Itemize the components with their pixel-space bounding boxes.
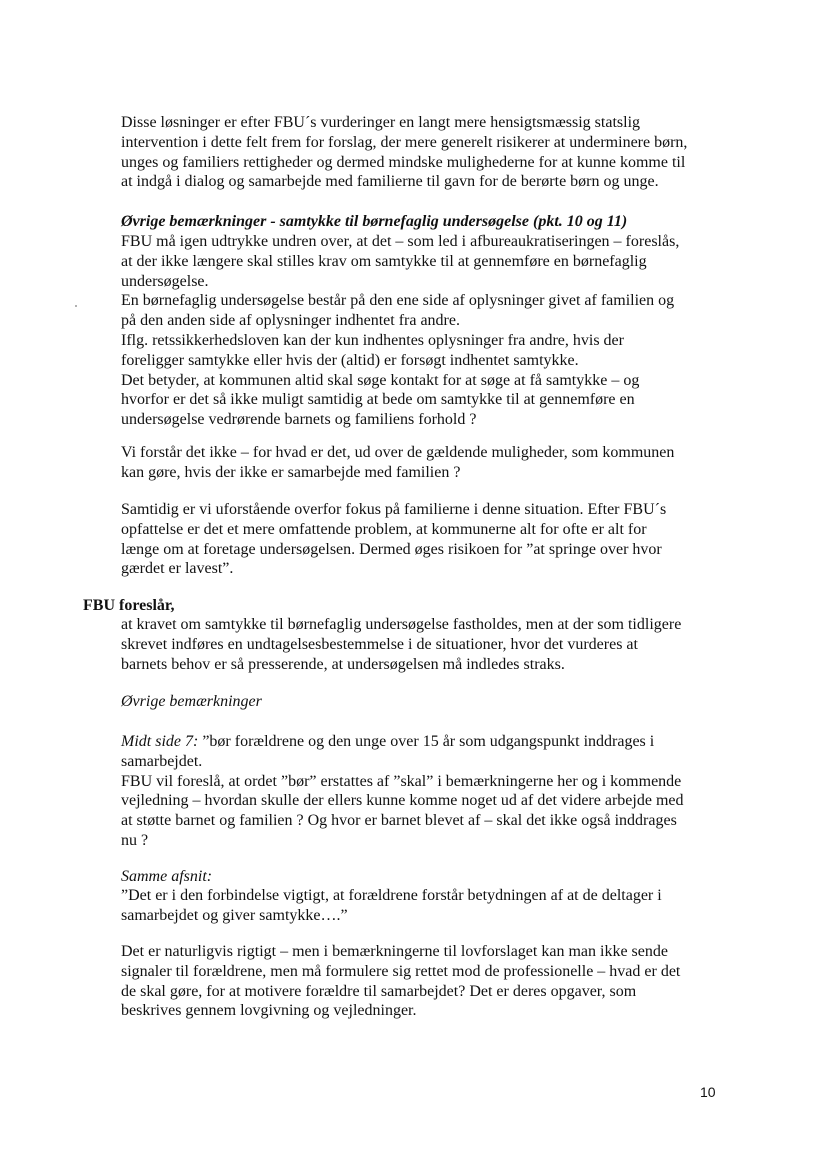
text-line: længe om at foretage undersøgelsen. Dermed øges risikoen for ”at springe over hvor xyxy=(121,540,662,558)
text-line: undersøgelse. xyxy=(121,272,209,290)
text-line: barnets behov er så presserende, at undersøgelsen må indledes straks. xyxy=(121,655,565,673)
text-line: samarbejdet. xyxy=(121,752,203,770)
page-number: 10 xyxy=(700,1084,716,1100)
text-line: at kravet om samtykke til børnefaglig undersøgelse fastholdes, men at der som tidligere xyxy=(121,616,682,633)
paragraph-samtykke xyxy=(121,232,721,430)
paragraph-midt-side-7 xyxy=(121,732,721,851)
section-heading: Øvrige bemærkninger xyxy=(121,693,262,710)
text-line: intervention i dette felt frem for forslag, der mere generelt risikerer at underminere børn, xyxy=(121,133,688,151)
text-line: signaler til forældrene, men må formulere sig rettet mod de professionelle – hvad er det xyxy=(121,962,681,980)
text-line xyxy=(121,732,721,752)
text-line: hvorfor er det så ikke muligt samtidig at bede om samtykke til at gennemføre en xyxy=(121,391,635,409)
text-line: unges og familiers rettigheder og dermed mindske mulighederne for at kunne komme til xyxy=(121,153,686,171)
text-line: kan gøre, hvis der ikke er samarbejde med familien ? xyxy=(121,463,461,481)
text-line: foreligger samtykke eller hvis der (altid) er forsøgt indhentet samtykke. xyxy=(121,351,579,369)
text-line: på den anden side af oplysninger indhentet fra andre. xyxy=(121,312,460,330)
text-line: at indgå i dialog og samarbejde med familierne til gavn for de berørte børn og unge. xyxy=(121,173,659,191)
scan-mark xyxy=(75,305,77,307)
paragraph-conclusion xyxy=(121,942,721,1021)
text-line: opfattelse er det et mere omfattende problem, at kommunerne alt for ofte er alt for xyxy=(121,520,647,538)
text-line: Disse løsninger er efter FBU´s vurderinger en langt mere hensigtsmæssig statslig xyxy=(121,114,641,131)
text-line: samarbejdet og giver samtykke….” xyxy=(121,906,348,924)
text-line: at der ikke længere skal stilles krav om samtykke til at gennemføre en børnefaglig xyxy=(121,252,647,270)
text-line: beskrives gennem lovgivning og vejledninger. xyxy=(121,1002,417,1020)
text-line: undersøgelse vedrørende barnets og familiens forhold ? xyxy=(121,411,477,429)
section-heading-samme xyxy=(121,867,721,887)
paragraph-quote xyxy=(121,886,721,926)
text-line: Samtidig er vi uforstående overfor fokus på familierne i denne situation. Efter FBU´s xyxy=(121,501,667,518)
text-line: FBU vil foreslå, at ordet ”bør” erstattes af ”skal” i bemærkningerne her og i kommende xyxy=(121,772,682,790)
fbu-proposal-heading: FBU foreslår, xyxy=(83,597,175,614)
quote-text: ”bør forældrene og den unge over 15 år som udgangspunkt inddrages i xyxy=(198,733,655,750)
text-line: de skal gøre, for at motivere forældre til samarbejdet? Det er deres opgaver, som xyxy=(121,982,637,1000)
section-heading: Samme afsnit: xyxy=(121,868,213,885)
section-heading: Øvrige bemærkninger - samtykke til børnefaglig undersøgelse (pkt. 10 og 11) xyxy=(121,213,628,230)
text-line: nu ? xyxy=(121,831,149,849)
text-line: Vi forstår det ikke – for hvad er det, ud over de gældende muligheder, som kommunen xyxy=(121,444,675,461)
section-heading-samtykke xyxy=(121,212,721,232)
paragraph-forstaar xyxy=(121,443,721,483)
paragraph-proposal xyxy=(121,615,721,674)
text-line: FBU må igen udtrykke undren over, at det – som led i afbureaukratiseringen – foreslås, xyxy=(121,233,680,250)
text-line: at støtte barnet og familien ? Og hvor er barnet blevet af – skal det ikke også inddrages xyxy=(121,812,677,830)
paragraph-uforstaaende xyxy=(121,500,721,579)
text-line: ”Det er i den forbindelse vigtigt, at forældrene forstår betydningen af at de deltager i xyxy=(121,887,662,904)
text-line: Det betyder, at kommunen altid skal søge kontakt for at søge at få samtykke – og xyxy=(121,371,640,389)
section-heading-ovrige xyxy=(121,692,721,712)
text-line: Det er naturligvis rigtigt – men i bemærkningerne til lovforslaget kan man ikke sende xyxy=(121,943,668,960)
text-line: Iflg. retssikkerhedsloven kan der kun indhentes oplysninger fra andre, hvis der xyxy=(121,331,624,349)
reference-label: Midt side 7: xyxy=(121,733,199,750)
text-line: vejledning – hvordan skulle der ellers kunne komme noget ud af det videre arbejde med xyxy=(121,792,684,810)
paragraph-intro xyxy=(121,113,721,192)
text-line: skrevet indføres en undtagelsesbestemmelse i de situationer, hvor det vurderes at xyxy=(121,635,638,653)
text-line: gærdet er lavest”. xyxy=(121,560,234,578)
text-line: En børnefaglig undersøgelse består på den ene side af oplysninger givet af familien og xyxy=(121,292,675,310)
